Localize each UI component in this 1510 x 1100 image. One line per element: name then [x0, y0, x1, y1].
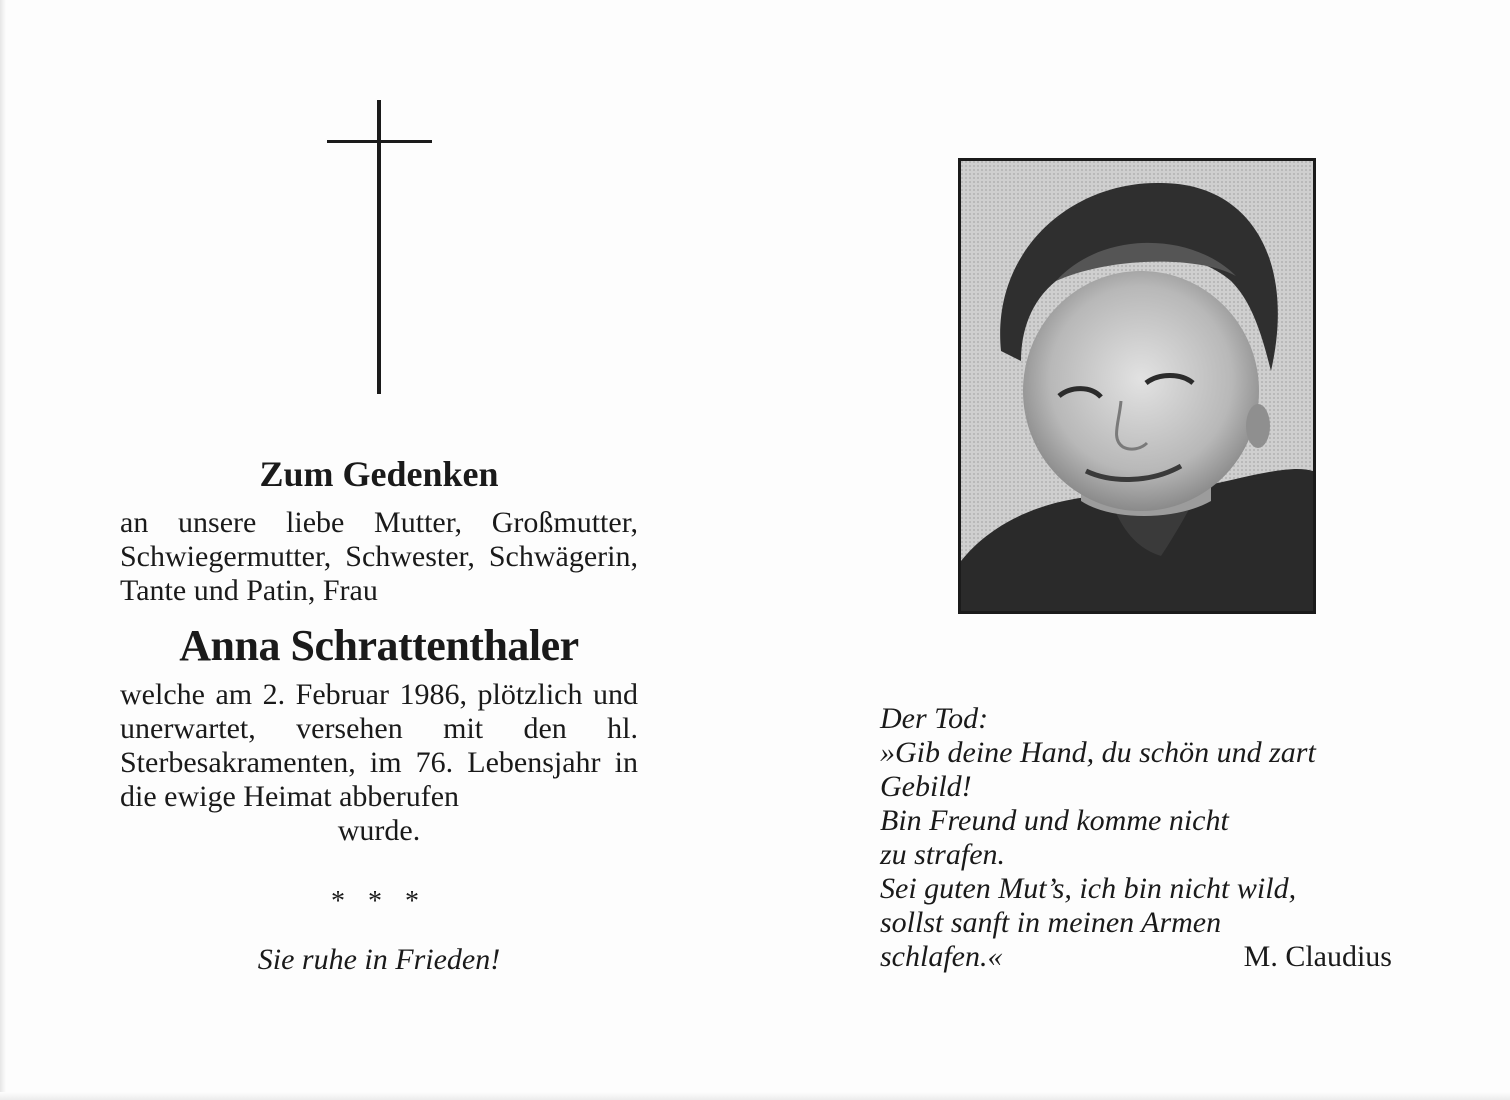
death-notice-end: wurde.: [337, 814, 421, 847]
poem-line: »Gib deine Hand, du schön und zart: [880, 736, 1316, 769]
poem-author: M. Claudius: [1243, 940, 1392, 973]
separator-stars: * * *: [331, 886, 427, 917]
memorial-text-column: [120, 448, 638, 980]
death-notice-text: welche am 2. Februar 1986, plötzlich und unerwartet, versehen mit den hl. Sterbesakramenten, im 76. Lebensjahr in die ewige Heimat abberufen: [120, 678, 638, 813]
portrait-illustration: [961, 161, 1313, 611]
poem: [880, 702, 1392, 974]
portrait-photo: [958, 158, 1316, 614]
poem-line: Gebild!: [880, 770, 972, 803]
poem-line: zu strafen.: [880, 838, 1006, 871]
poem-line: Sei guten Mut’s, ich bin nicht wild,: [880, 872, 1297, 905]
farewell-text: Sie ruhe in Frieden!: [257, 943, 501, 976]
poem-last-line: [880, 940, 1392, 974]
poem-line: sollst sanft in meinen Armen: [880, 906, 1222, 939]
poem-line: Bin Freund und komme nicht: [880, 804, 1229, 837]
dedication-text: an unsere liebe Mutter, Großmutter, Schwiegermutter, Schwester, Schwägerin, Tante und Patin, Frau: [120, 506, 638, 607]
cross-icon: [325, 100, 435, 396]
card-edge-left: [0, 0, 6, 1100]
poem-line: Der Tod:: [880, 702, 989, 735]
cross-horizontal-bar: [327, 140, 432, 143]
poem-line: schlafen.«: [880, 940, 1003, 973]
memorial-heading: Zum Gedenken: [259, 454, 499, 494]
card-edge-bottom: [0, 1092, 1510, 1100]
deceased-name: Anna Schrattenthaler: [179, 621, 579, 670]
cross-vertical-bar: [377, 100, 381, 394]
